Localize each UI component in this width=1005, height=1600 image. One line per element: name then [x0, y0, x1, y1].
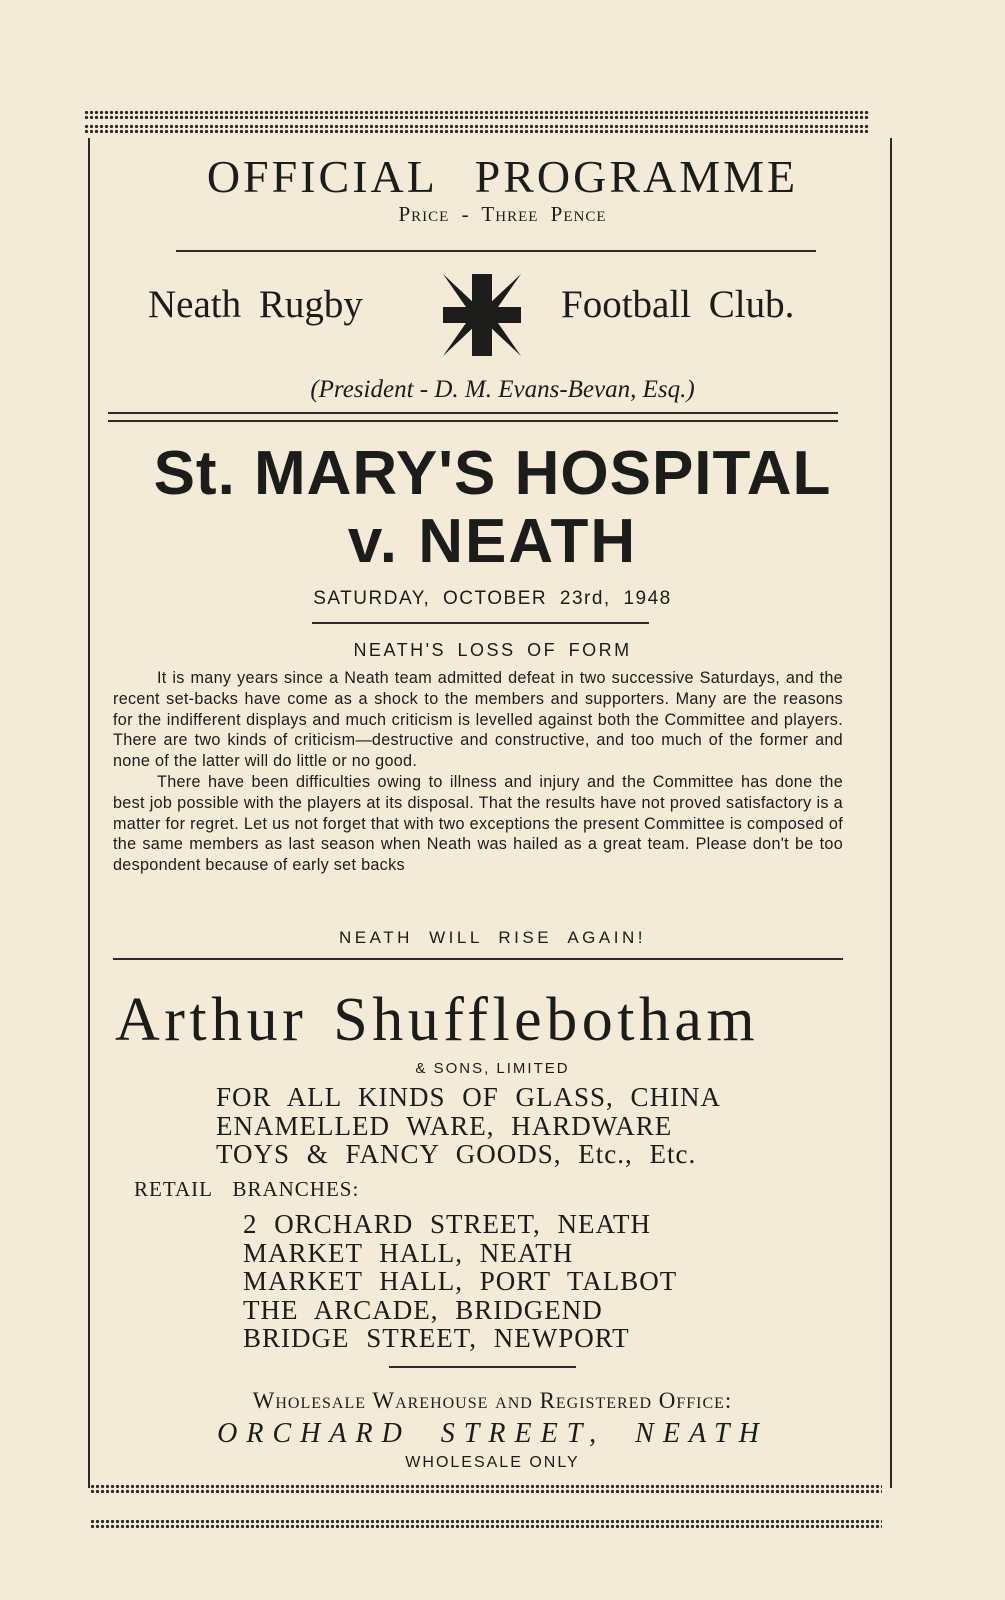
double-rule-bottom [108, 420, 838, 422]
double-rule-top [108, 412, 838, 414]
branch-address: THE ARCADE, BRIDGEND [243, 1294, 603, 1325]
club-name-left: Neath Rugby [148, 283, 363, 326]
branch-address: MARKET HALL, NEATH [243, 1237, 574, 1268]
wholesale-note: WHOLESALE ONLY [405, 1454, 580, 1471]
advert-company-name: Arthur Shufflebotham [115, 986, 760, 1054]
programme-title: OFFICIAL PROGRAMME [206, 151, 799, 202]
club-name-right: Football Club. [561, 283, 795, 326]
branch-address: 2 ORCHARD STREET, NEATH [243, 1209, 652, 1239]
article-body [113, 668, 843, 876]
match-date: SATURDAY, OCTOBER 23rd, 1948 [313, 588, 672, 609]
advert-goods-line: ENAMELLED WARE, HARDWARE [216, 1110, 673, 1141]
advert-goods-line: FOR ALL KINDS OF GLASS, CHINA [216, 1082, 722, 1112]
office-address: ORCHARD STREET, NEATH [217, 1418, 768, 1449]
maltese-cross-icon [440, 271, 524, 359]
advert-company-suffix: & SONS, LIMITED [415, 1060, 570, 1077]
divider-rule [113, 958, 843, 960]
retail-branches-label: RETAIL BRANCHES: [134, 1177, 360, 1201]
club-president: (President - D. M. Evans-Bevan, Esq.) [310, 376, 695, 403]
advert-goods-list [216, 1083, 721, 1169]
top-border-band-2 [84, 124, 870, 133]
branch-address: BRIDGE STREET, NEWPORT [243, 1323, 630, 1353]
article-heading: NEATH'S LOSS OF FORM [353, 640, 632, 660]
article-paragraph: There have been difficulties owing to illness and injury and the Committee has done the best job possible with the players at its disposal. That the results have not proved satisfactory is a matter for regret. Let us not forget that with two exceptions the present Committee is composed of the same members as last season when Neath was hailed as a great team. Please don't be too despondent because of early set backs [113, 772, 843, 875]
match-title-line1: St. MARY'S HOSPITAL [153, 439, 832, 508]
top-border-band-1 [84, 110, 870, 119]
programme-price: Price - Three Pence [398, 202, 607, 226]
retail-branches-list [243, 1210, 677, 1353]
article-paragraph: It is many years since a Neath team admitted defeat in two successive Saturdays, and the recent set-backs have come as a shock to the members and supporters. Many are the reasons for the indifferent displays and much criticism is levelled against both the Committee and players. There are two kinds of criticism—destructive and constructive, and too much of the former and none of the latter will do little or no good. [113, 669, 843, 771]
divider-rule [176, 250, 816, 252]
wholesale-heading: Wholesale Warehouse and Registered Office: [252, 1388, 733, 1413]
match-title-line2: v. NEATH [347, 507, 638, 576]
bottom-border-band-2 [90, 1519, 882, 1528]
divider-rule [312, 622, 649, 624]
advert-goods-line: TOYS & FANCY GOODS, Etc., Etc. [216, 1139, 697, 1169]
article-closing: NEATH WILL RISE AGAIN! [339, 928, 646, 947]
divider-rule [389, 1366, 576, 1368]
branch-address: MARKET HALL, PORT TALBOT [243, 1266, 678, 1296]
